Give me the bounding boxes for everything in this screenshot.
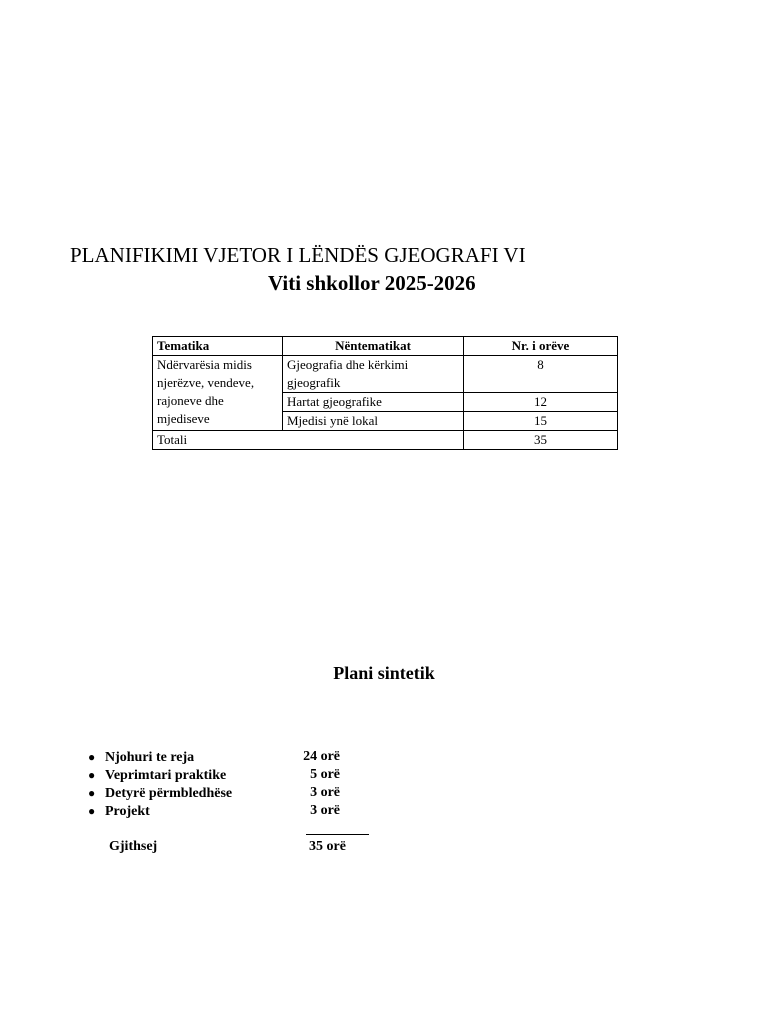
sum-divider: [306, 834, 369, 835]
item-label: Veprimtari praktike: [105, 768, 227, 783]
hours-cell: 8: [464, 356, 618, 393]
school-year: Viti shkollor 2025-2026: [268, 271, 476, 295]
bullet-icon: ●: [88, 768, 96, 782]
section-title: Plani sintetik: [333, 663, 435, 683]
table-total-row: [153, 431, 618, 450]
item-value: 3 orë: [310, 803, 340, 818]
table-row: [153, 356, 618, 393]
list-item: [88, 766, 388, 784]
total-value: 35: [464, 431, 618, 450]
header-hours: Nr. i orëve: [464, 337, 618, 356]
theme-cell: Ndërvarësia midis njerëzve, vendeve, rajoneve dhe mjediseve: [153, 356, 283, 431]
summary-total-label: Gjithsej: [109, 839, 158, 854]
list-item: [88, 784, 388, 802]
item-label: Detyrë përmbledhëse: [105, 786, 233, 801]
header-theme: Tematika: [153, 337, 283, 356]
item-label: Njohuri te reja: [105, 750, 195, 765]
subtopic-cell: Hartat gjeografike: [283, 393, 464, 412]
item-value: 24 orë: [303, 749, 340, 764]
item-value: 5 orë: [310, 767, 340, 782]
bullet-icon: ●: [88, 786, 96, 800]
hours-cell: 15: [464, 412, 618, 431]
bullet-icon: ●: [88, 750, 96, 764]
document-title: PLANIFIKIMI VJETOR I LËNDËS GJEOGRAFI VI: [70, 243, 526, 267]
item-value: 3 orë: [310, 785, 340, 800]
total-label: Totali: [153, 431, 464, 450]
header-subtopics: Nëntematikat: [283, 337, 464, 356]
subtopic-cell: Mjedisi ynë lokal: [283, 412, 464, 431]
bullet-icon: ●: [88, 804, 96, 818]
list-item: [88, 748, 388, 766]
subtopic-cell: Gjeografia dhe kërkimi gjeografik: [283, 356, 464, 393]
item-label: Projekt: [105, 804, 150, 819]
annual-plan-table: [152, 336, 618, 450]
summary-total-value: 35 orë: [309, 839, 346, 854]
summary-list: [88, 748, 388, 820]
hours-cell: 12: [464, 393, 618, 412]
summary-total: [109, 838, 369, 856]
table-header-row: [153, 337, 618, 356]
list-item: [88, 802, 388, 820]
